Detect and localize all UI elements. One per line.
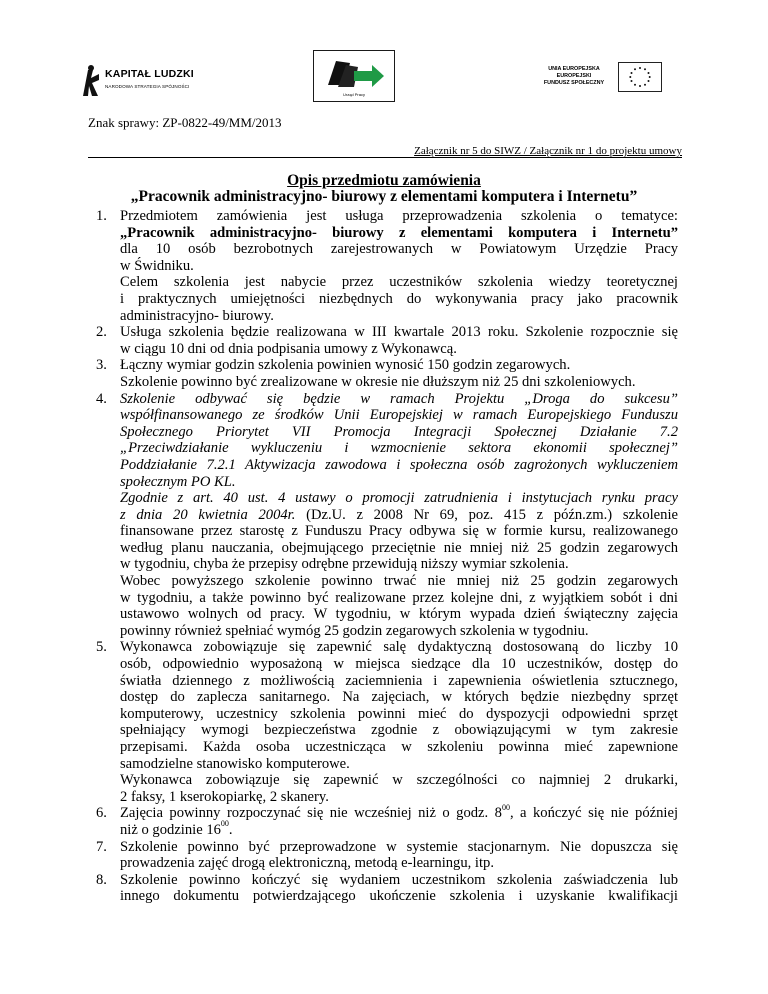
item-line: światła dziennego z możliwością zaciemnienia i zapewnienia oświetlenia sztucznego, [120,672,678,689]
document-subtitle: „Pracownik administracyjno- biurowy z elementami komputera i Internetu” [130,188,638,205]
time-start-minutes: 00 [501,802,510,812]
item-line: Poddziałanie 7.2.1 Aktywizacja zawodowa i społeczna osób zagrożonych wykluczeniem [120,456,678,473]
item-line [120,802,678,822]
item-line: ustawowo wolnych od pracy. W tygodniu, w którym wypada dzień świąteczny zajęcia [120,606,678,623]
kapital-ludzki-logo [80,62,194,102]
urzad-pracy-emblem-icon [314,51,394,93]
urzad-pracy-logo [313,50,395,102]
time-end-hour: niż o godzinie 16 [120,821,221,838]
item-line-italic: z dnia 20 kwietnia 2004r. [120,506,296,523]
item-line: administracyjno- biurowy. [120,307,274,324]
time-end-text: , a kończyć się nie później [509,805,678,822]
item-line: prowadzenia zajęć drogą elektroniczną, metodą e-learningu, itp. [120,855,494,872]
case-reference: Znak sprawy: ZP-0822-49/MM/2013 [88,115,282,130]
item-line: Szkolenie powinno kończyć się wydaniem uczestnikom szkolenia zaświadczenia lub [120,871,678,888]
item-number: 2. [96,324,107,341]
item-line: Łączny wymiar godzin szkolenia powinien wynosić 150 godzin zegarowych. [120,357,571,374]
time-end-minutes: 00 [220,819,229,829]
item-line: Szkolenie powinno być przeprowadzone w systemie stacjonarnym. Nie dopuszcza się [120,838,678,855]
item-line: Wykonawca zobowiązuje się zapewnić salę dydaktyczną dostosowaną do liczby 10 [120,639,678,656]
item-line [120,819,678,839]
kapital-ludzki-subtitle: NARODOWA STRATEGIA SPÓJNOŚCI [105,84,190,89]
kapital-ludzki-title: KAPITAŁ LUDZKI [105,68,194,80]
eu-line-1: UNIA EUROPEJSKA [548,66,600,72]
eu-logo-text [535,66,613,87]
item-line: Celem szkolenia jest nabycie przez uczestników szkolenia wiedzy teoretycznej [120,274,678,291]
item-line: Zgodnie z art. 40 ust. 4 ustawy o promocji zatrudnienia i instytucjach rynku pracy [120,490,678,507]
item-line: współfinansowanego ze środków Unii Europejskiej w ramach Europejskiego Funduszu [120,407,678,424]
item-line: komputerowy, uczestnicy szkolenia powinni mieć do dyspozycji odpowiedni sprzęt [120,705,678,722]
list-item-2 [88,324,678,357]
item-line: samodzielne stanowisko komputerowe. [120,755,350,772]
header-divider [88,157,682,158]
item-line: osób, odpowiednio wyposażoną w miejsca siedzące dla 10 uczestników, dostęp do [120,656,678,673]
item-line: „Przeciwdziałanie wykluczeniu i wzmocnienie sektora ekonomii społecznej” [120,440,678,457]
item-line: 2 faksy, 1 kserokopiarkę, 2 skanery. [120,788,329,805]
item-number: 4. [96,390,107,407]
item-line: w tygodniu, chyba że przepisy odrębne przewidują niższy wymiar szkolenia. [120,556,569,573]
item-line: dla 10 osób bezrobotnych zarejestrowanych w Powiatowym Urzędzie Pracy [120,241,678,258]
list-item-8 [88,872,678,905]
kapital-ludzki-mark-icon [80,64,102,98]
item-line-bold: „Pracownik administracyjno- biurowy z elementami komputera i Internetu” [120,224,678,241]
item-line: przepisami. Każda osoba uczestnicząca w szkoleniu powinna mieć zapewnione [120,739,678,755]
item-number: 6. [96,805,107,822]
annex-note: Załącznik nr 5 do SIWZ / Załącznik nr 1 do projektu umowy [414,145,682,157]
item-number: 5. [96,639,107,656]
item-line: Szkolenie odbywać się będzie w ramach Projektu „Droga do sukcesu” [120,390,678,407]
item-line [120,507,678,524]
item-line: w tygodniu, a także powinno być realizowane przez kolejne dni, z wyjątkiem sobót i dni [120,589,678,606]
list-item-3 [88,357,678,390]
item-line: Społecznego Priorytet VII Promocja Integracji Społecznej Działanie 7.2 [120,423,678,440]
list-item-5 [88,639,678,805]
item-number: 7. [96,838,107,855]
item-line: spełniający wymogi bezpieczeństwa zgodnie z obowiązującymi w tym zakresie [120,722,678,739]
time-start-text: Zajęcia powinny rozpoczynać się nie wcześniej niż o godz. 8 [120,805,502,822]
item-line: Szkolenie powinno być zrealizowane w okresie nie dłuższym niż 25 dni szkoleniowych. [120,373,636,390]
item-line: dostęp do zaplecza sanitarnego. Na zajęciach, w których będzie niezbędny sprzęt [120,689,678,706]
time-end-period: . [228,821,233,838]
item-number: 3. [96,357,107,374]
list-item-4 [88,391,678,640]
urzad-pracy-text: Urząd Pracy [342,92,365,97]
item-line-rest: (Dz.U. z 2008 Nr 69, poz. 415 z późn.zm.) szkolenie [306,506,678,523]
eu-logo [535,62,665,96]
document-body [88,208,678,905]
item-line: finansowane przez starostę z Funduszu Pracy odbywa się w formie kursu, realizowanego [120,523,678,540]
document-title: Opis przedmiotu zamówienia [287,172,481,189]
list-item-6 [88,802,678,838]
item-line: innego dokumentu potwierdzającego ukończenie szkolenia i uzyskanie kwalifikacji [120,888,678,905]
list-item-7 [88,839,678,872]
item-line: Przedmiotem zamówienia jest usługa przeprowadzenia szkolenia o tematyce: [120,208,678,224]
list-item-1 [88,208,678,324]
eu-line-3: FUNDUSZ SPOŁECZNY [543,80,605,86]
item-line: powinny również spełniać wymóg 25 godzin zegarowych szkolenia w tygodniu. [120,622,589,639]
item-line: według planu nauczania, obejmującego przeciętnie nie mniej niż 25 godzin zegarowych [120,539,678,556]
item-line: Usługa szkolenia będzie realizowana w III kwartale 2013 roku. Szkolenie rozpocznie się [120,324,678,341]
item-line: w ciągu 10 dni od dnia podpisania umowy z Wykonawcą. [120,340,457,357]
item-line: Wykonawca zobowiązuje się zapewnić w szczególności co najmniej 2 drukarki, [120,772,678,789]
item-line: Wobec powyższego szkolenie powinno trwać nie mniej niż 25 godzin zegarowych [120,573,678,590]
item-number: 8. [96,871,107,888]
item-line: w Świdniku. [120,257,194,274]
item-number: 1. [96,208,107,224]
item-line: społecznym PO KL. [120,473,236,490]
eu-flag-icon [618,62,662,92]
item-line: i praktycznych umiejętności niezbędnych do wykonywania pracy jako pracownik [120,290,678,307]
eu-line-2: EUROPEJSKI [556,73,592,79]
